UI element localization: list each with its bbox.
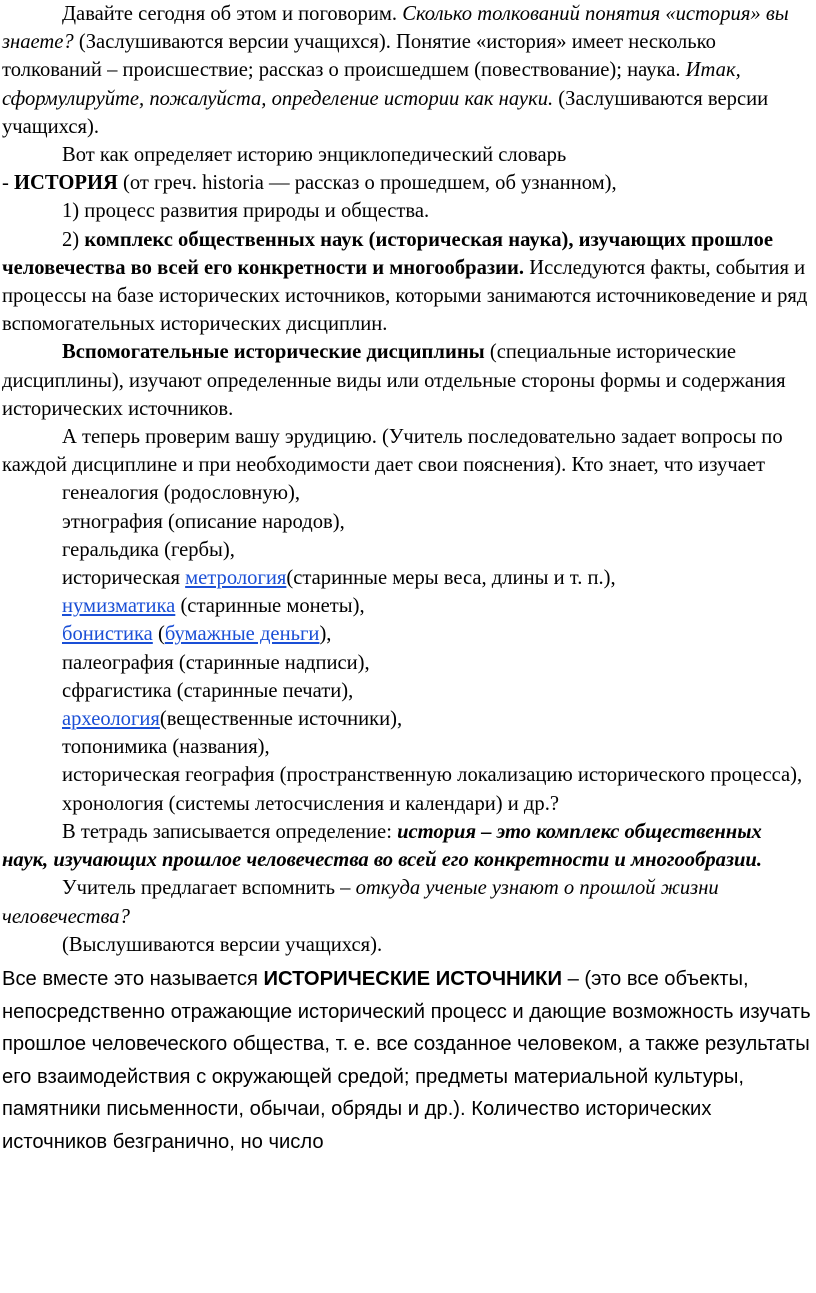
- list-item-toponymy: топонимика (названия),: [62, 736, 270, 759]
- metrology-link[interactable]: метрология: [185, 567, 287, 590]
- numismatics-link[interactable]: нумизматика: [62, 595, 176, 618]
- list-item-genealogy: генеалогия (родословную),: [62, 482, 301, 505]
- paragraph-teacher-prompt: Учитель предлагает вспомнить – откуда ученые узнают о прошлой жизни человечества?: [2, 877, 719, 928]
- intro-question: Сколько толкований понятия «история» вы знаете?: [2, 3, 789, 54]
- list-item-numismatics: нумизматика (старинные монеты),: [62, 595, 365, 618]
- list-item-heraldry: геральдика (гербы),: [62, 538, 235, 561]
- list-item-archaeology: археология(вещественные источники),: [62, 708, 403, 731]
- definition-1: 1) процесс развития природы и общества.: [62, 200, 430, 223]
- intro-task: Итак, сформулируйте, пожалуйста, определение истории как науки.: [2, 59, 741, 110]
- intro-interpretations: (Заслушиваются версии учащихся). Понятие «история» имеет несколько толкований – происшествие; рассказ о происшедшем (повествование); наука.: [2, 31, 716, 82]
- paragraph-auxiliary-disciplines: Вспомогательные исторические дисциплины (специальные исторические дисциплины), изучают определенные виды или отдельные стороны формы и содержания исторических источников.: [2, 341, 786, 420]
- list-item-ethnography: этнография (описание народов),: [62, 510, 345, 533]
- paragraph-dictionary: Вот как определяет историю энциклопедический словарь: [62, 144, 567, 167]
- teacher-question: откуда ученые узнают о прошлой жизни человечества?: [2, 877, 719, 928]
- paragraph-historical-sources: Все вместе это называется ИСТОРИЧЕСКИЕ ИСТОЧНИКИ – (это все объекты, непосредственно отражающие исторический процесс и дающие возможность изучать прошлое человеческого общества, т. е. все созданное человеком, а также результаты его взаимодействия с окружающей средой; предметы материальной культуры, памятники письменности, обычаи, обряды и др.). Количество исторических источников безгранично, но число: [2, 967, 811, 1153]
- paragraph-notebook-definition: В тетрадь записывается определение: история – это комплекс общественных наук, изучающих прошлое человечества во всей его конкретности и многообразии.: [2, 820, 763, 872]
- definition-2-text: Исследуются факты, события и процессы на базе исторических источников, которыми занимаются источниковедение и ряд вспомогательных исторических дисциплин.: [2, 256, 808, 336]
- paragraph-intro: [2, 0, 812, 141]
- bonistics-link[interactable]: бонистика: [62, 623, 153, 646]
- list-item-paleography: палеография (старинные надписи),: [62, 651, 370, 674]
- definition-2-bold: комплекс общественных наук (историческая наука), изучающих прошлое человечества во всей его конкретности и многообразии.: [2, 228, 773, 279]
- paragraph-history-term: - ИСТОРИЯ (от греч. historia — рассказ о прошедшем, об узнанном),: [2, 172, 617, 195]
- paper-money-link[interactable]: бумажные деньги: [164, 623, 320, 646]
- historical-sources-text: – (это все объекты, непосредственно отражающие исторический процесс и дающие возможность изучать прошлое человеческого общества, т. е. все созданное человеком, а также результаты его взаимодействия с окружающей средой; предметы материальной культуры, памятники письменности, обычаи, обряды и др.). Количество исторических источников безгранично, но число: [2, 967, 811, 1153]
- list-item-historical-geography: историческая география (пространственную локализацию исторического процесса),: [62, 764, 803, 787]
- list-item-metrology: историческая метрология(старинные меры веса, длины и т. п.),: [62, 567, 616, 590]
- list-item-sphragistics: сфрагистика (старинные печати),: [62, 679, 354, 702]
- archaeology-link[interactable]: археология: [62, 708, 160, 731]
- paragraph-student-versions: (Выслушиваются версии учащихся).: [62, 933, 383, 956]
- history-etymology: (от греч. historia — рассказ о прошедшем, об узнанном),: [117, 172, 617, 195]
- intro-text: Давайте сегодня об этом и поговорим.: [62, 3, 403, 25]
- list-item-chronology: хронология (системы летосчисления и календари) и др.?: [62, 792, 559, 815]
- historical-sources-term: ИСТОРИЧЕСКИЕ ИСТОЧНИКИ: [263, 967, 562, 990]
- paragraph-erudition: А теперь проверим вашу эрудицию. (Учитель последовательно задает вопросы по каждой дисциплине и при необходимости дает свои пояснения). Кто знает, что изучает: [2, 426, 783, 477]
- notebook-definition: история – это комплекс общественных наук, изучающих прошлое человечества во всей его конкретности и многообразии.: [2, 820, 763, 872]
- definition-2: 2) комплекс общественных наук (историческая наука), изучающих прошлое человечества во всей его конкретности и многообразии. Исследуются факты, события и процессы на базе исторических источников, которыми занимаются источниковедение и ряд вспомогательных исторических дисциплин.: [2, 228, 808, 336]
- intro-note: (Заслушиваются версии учащихся).: [2, 87, 769, 138]
- auxiliary-disciplines-term: Вспомогательные исторические дисциплины: [62, 341, 485, 364]
- history-term: ИСТОРИЯ: [14, 172, 118, 195]
- list-item-bonistics: бонистика (бумажные деньги),: [62, 623, 332, 646]
